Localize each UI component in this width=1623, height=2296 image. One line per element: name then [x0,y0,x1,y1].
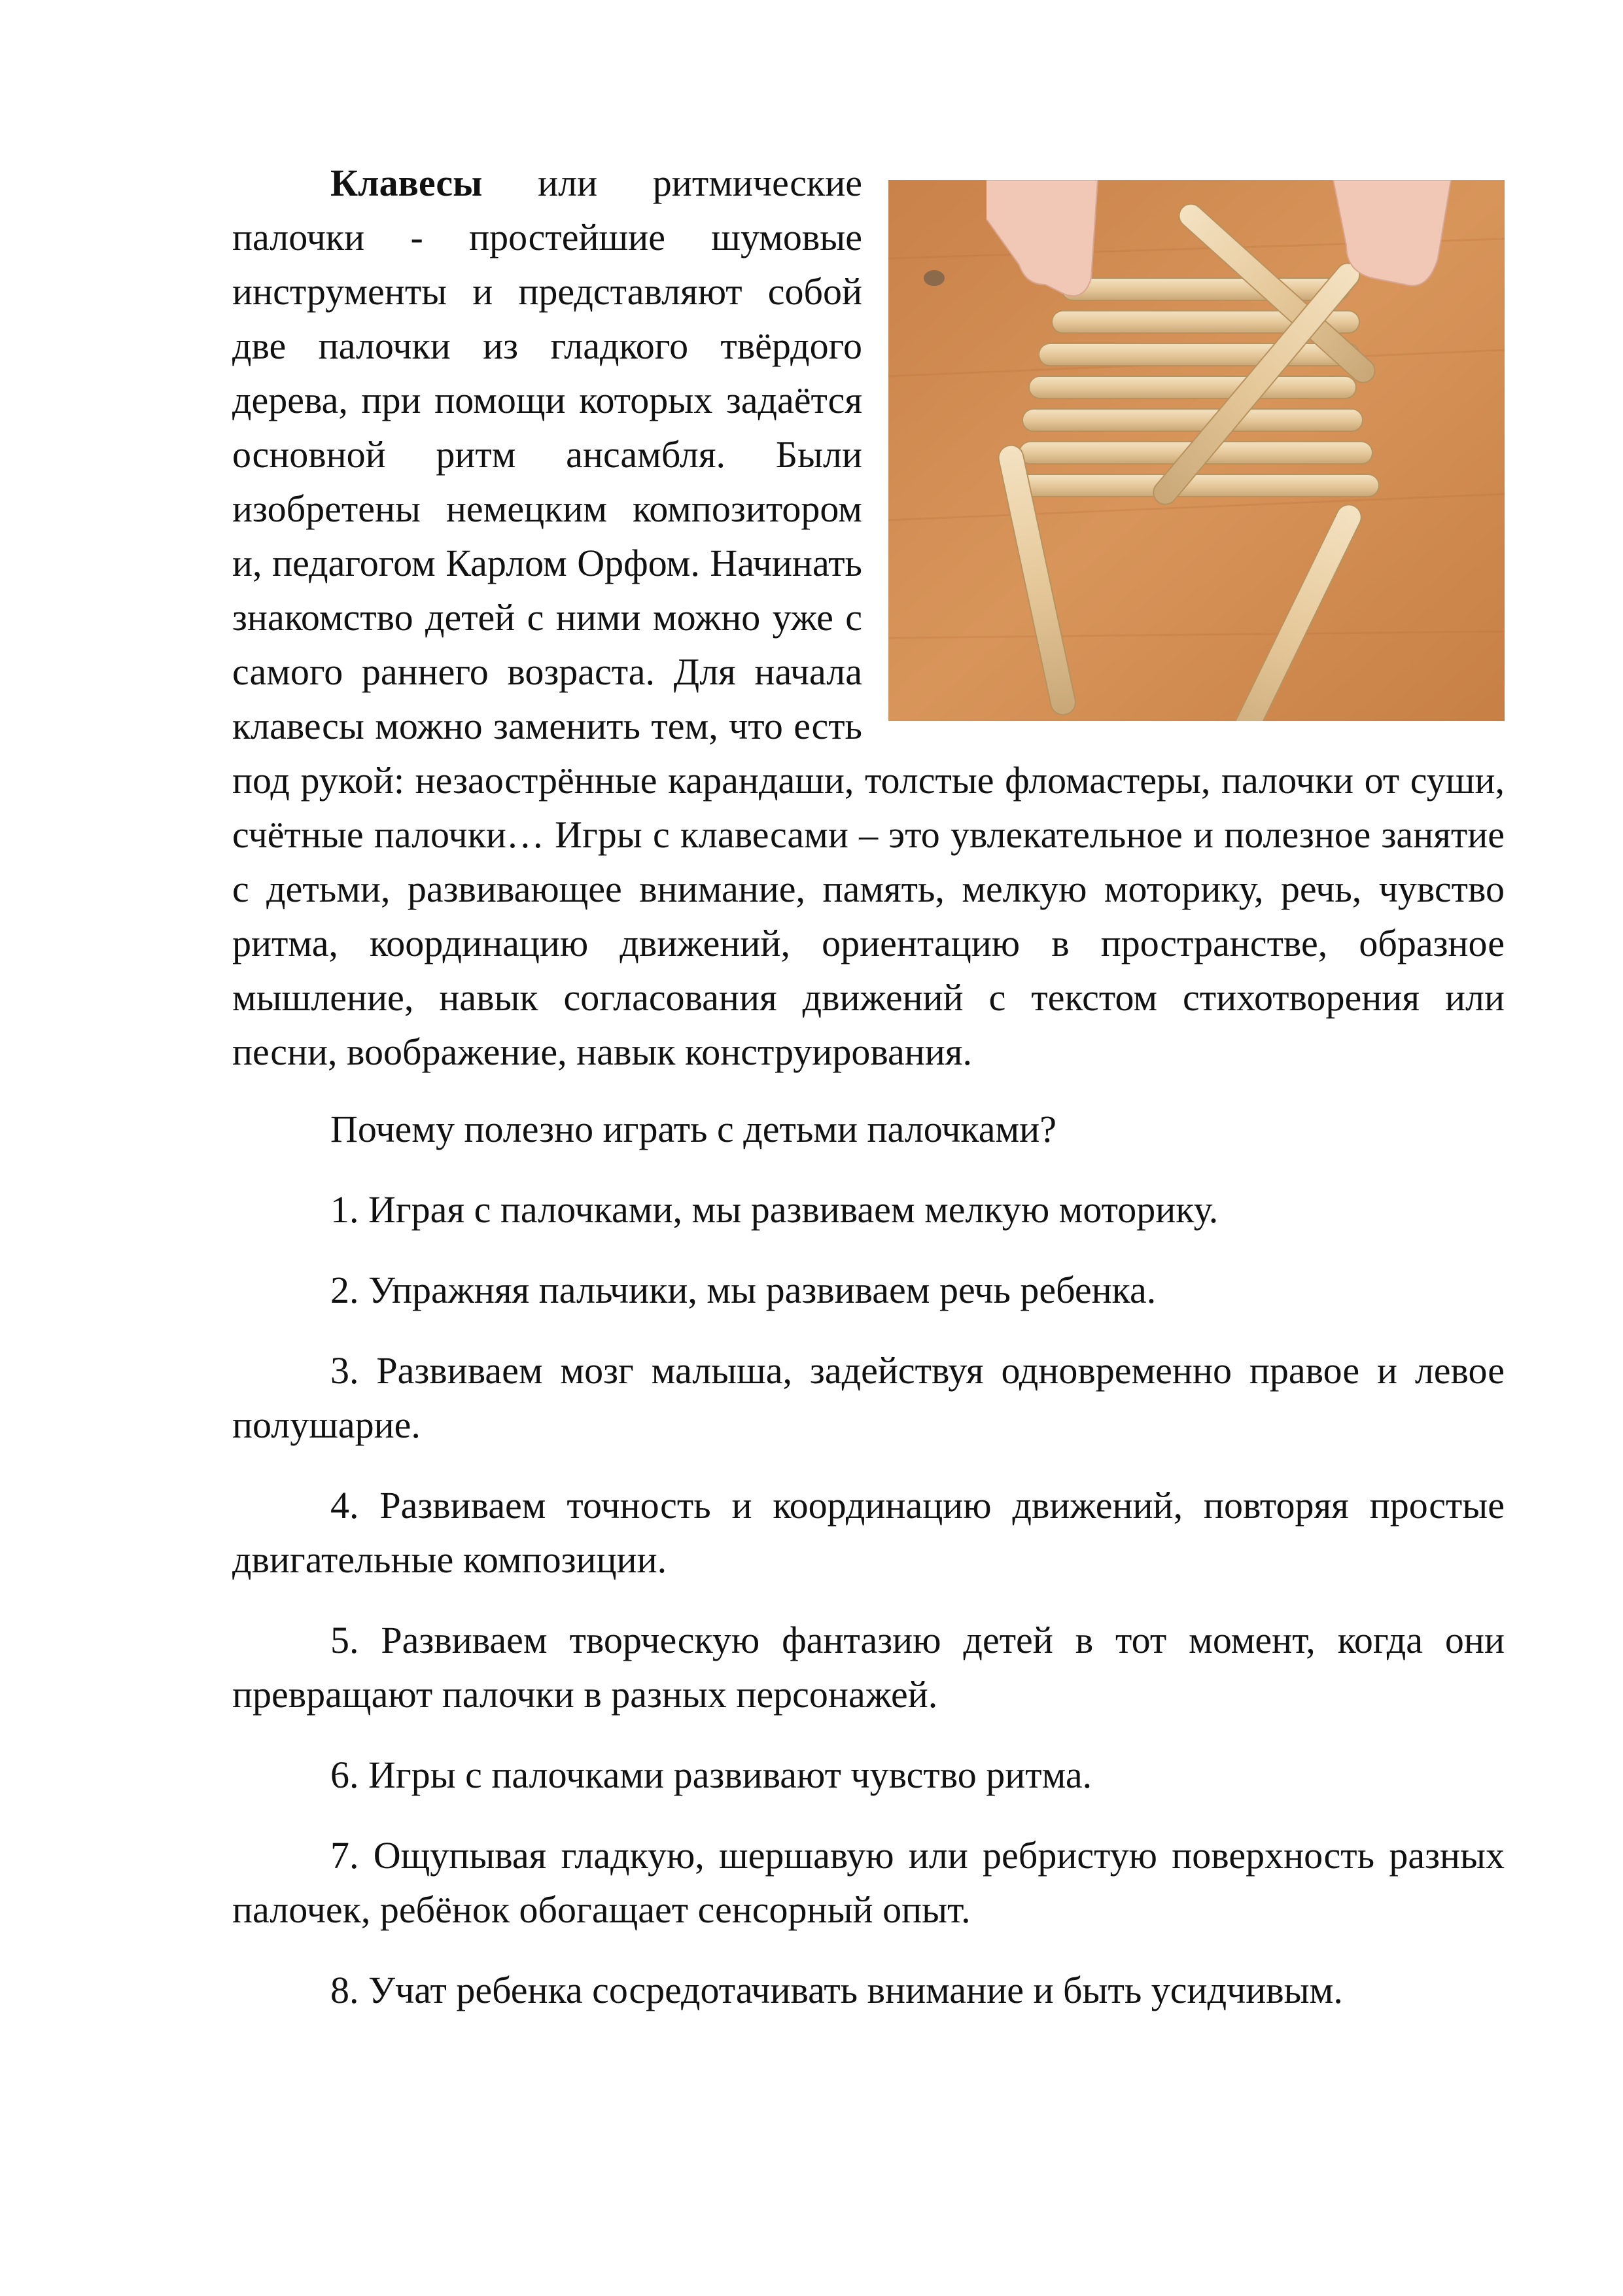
benefit-item: 4. Развиваем точность и координацию движений, повторяя простые двигательные композиции. [232,1484,1505,1581]
claves-photo [888,180,1505,721]
benefit-item: 5. Развиваем творческую фантазию детей в тот момент, когда они превращают палочки в разных персонажей. [232,1619,1505,1716]
benefit-item: 3. Развиваем мозг малыша, задействуя одновременно правое и левое полушарие. [232,1349,1505,1446]
benefit-item: 7. Ощупывая гладкую, шершавую или ребристую поверхность разных палочек, ребёнок обогащает сенсорный опыт. [232,1834,1505,1931]
intro-text: или ритмические палочки - простейшие шумовые инструменты и представляют собой две палочки из гладкого твёрдого дерева, при помощи которых задаётся основной ритм ансамбля. Были изобретены немецким композитором и, педагогом Карлом Орфом. Начинать знакомство детей с ними можно уже с самого раннего возраста. Для начала клавесы можно заменить тем, что есть под рукой: незаострённые карандаши, толстые фломастеры, палочки от суши, счётные палочки… Игры с клавесами – это увлекательное и полезное занятие с детьми, развивающее внимание, память, мелкую моторику, речь, чувство ритма, координацию движений, ориентацию в пространстве, образное мышление, навык согласования движений с текстом стихотворения или песни, воображение, навык конструирования. [232,162,1505,1073]
benefit-item: 2. Упражняя пальчики, мы развиваем речь ребенка. [330,1269,1157,1311]
intro-lead-term: Клавесы [330,162,483,204]
benefit-item: 8. Учат ребенка сосредотачивать внимание и быть усидчивым. [330,1969,1343,2011]
benefit-item: 1. Играя с палочками, мы развиваем мелкую моторику. [330,1188,1219,1231]
document-body [232,156,1505,2017]
benefit-item: 6. Игры с палочками развивают чувство ритма. [330,1754,1092,1796]
question-heading: Почему полезно играть с детьми палочками? [330,1108,1056,1150]
